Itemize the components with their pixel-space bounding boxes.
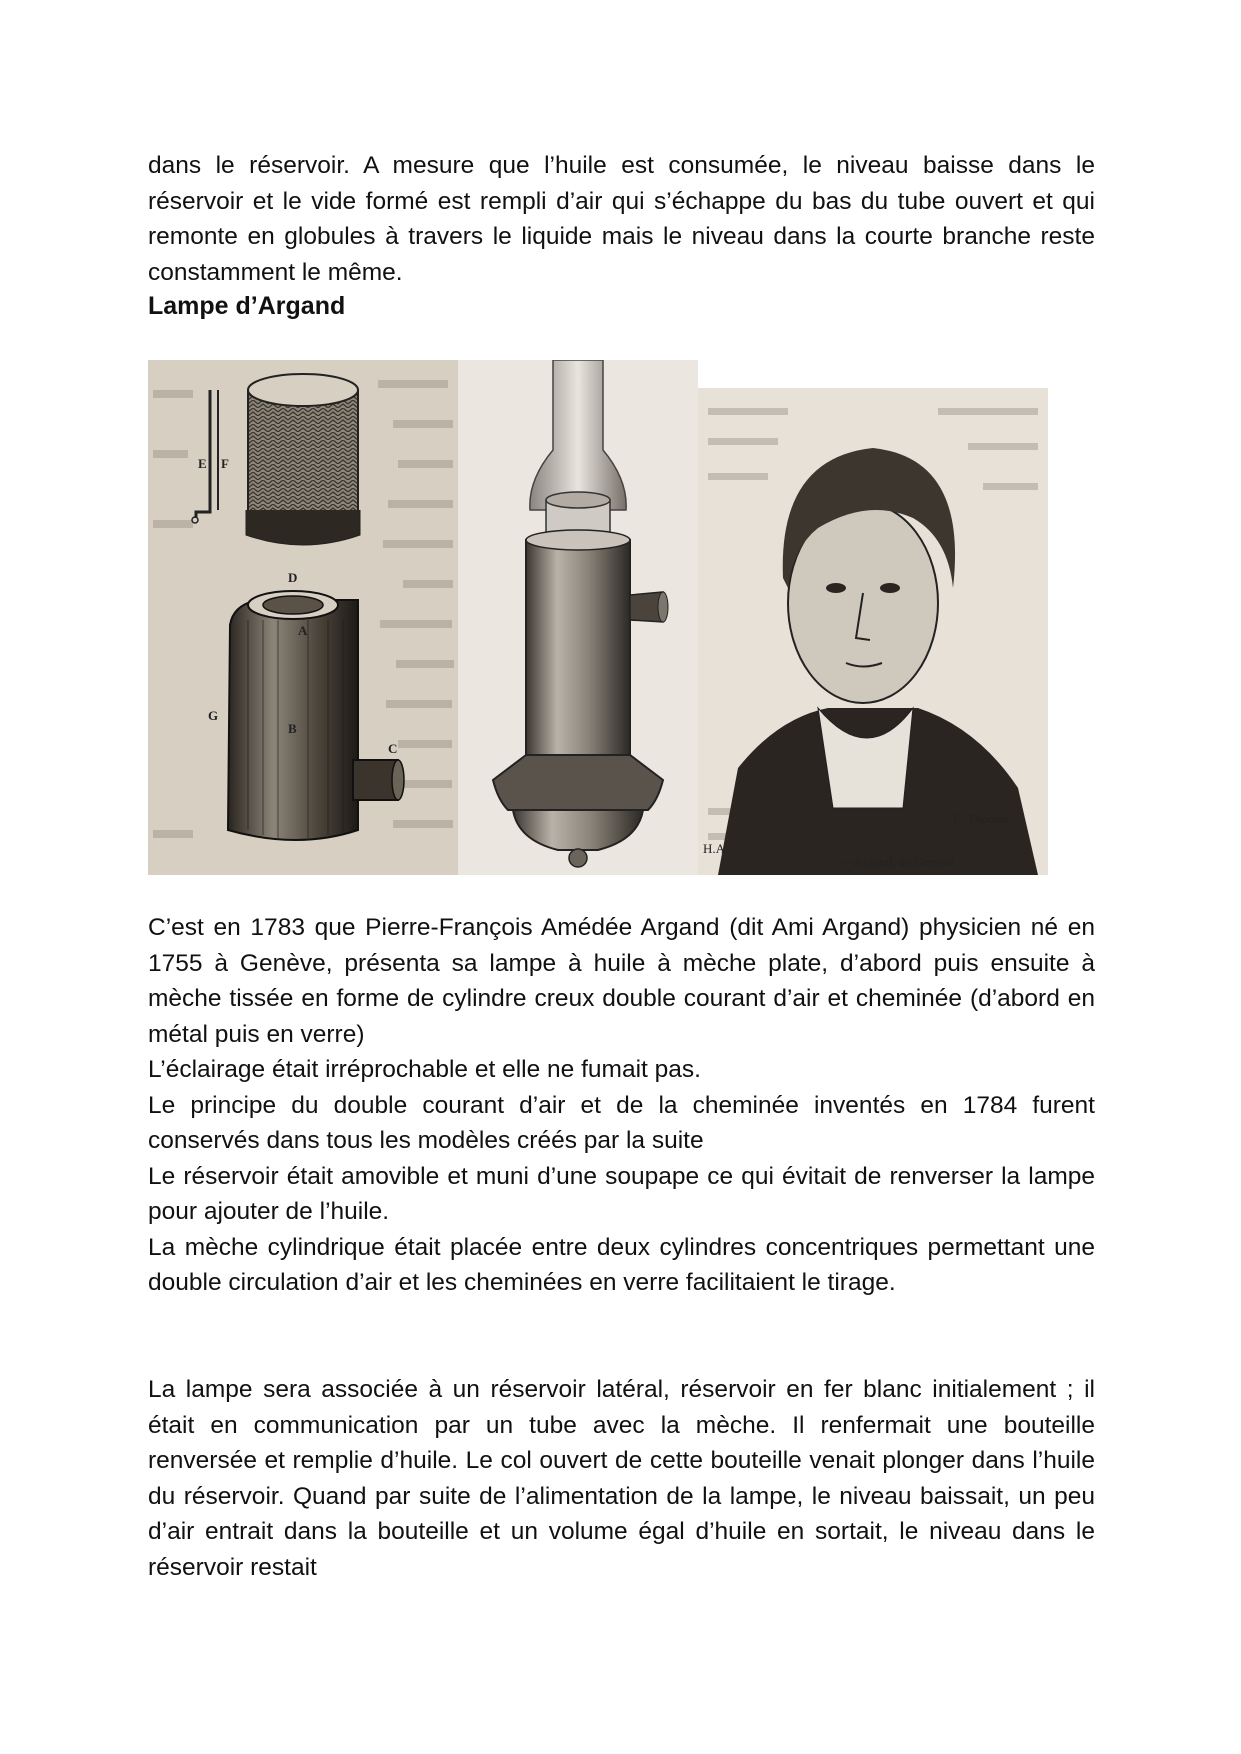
body-paragraph: Le principe du double courant d’air et de la cheminée inventés en 1784 furent conservés dans tous les modèles créés par la suite <box>148 1091 1095 1154</box>
main-body-block <box>148 910 1095 1301</box>
section-heading: Lampe d’Argand <box>148 292 346 320</box>
argand-lamp-drawing <box>458 360 698 875</box>
intro-paragraph: dans le réservoir. A mesure que l’huile est consumée, le niveau baisse dans le réservoir et le vide formé est rempli d’air qui s’échappe du bas du tube ouvert et qui remonte en globules à travers le liquide mais le niveau dans la courte branche reste constamment le même. <box>148 152 1095 286</box>
argand-portrait-drawing <box>698 388 1048 875</box>
burner-components-engraving <box>148 360 458 875</box>
label-d: D <box>288 570 298 585</box>
body-paragraph: C’est en 1783 que Pierre-François Amédée Argand (dit Ami Argand) physicien né en 1755 à Genève, présenta sa lampe à huile à mèche plate, d’abord puis ensuite à mèche tissée en forme de cylindre creux double courant d’air et cheminée (d’abord en métal puis en verre) <box>148 914 1095 1048</box>
final-paragraph-block <box>148 1372 1095 1585</box>
label-f: F <box>221 456 229 471</box>
burner-components-drawing <box>148 360 458 875</box>
portrait-caption: — Argand, de Genève. <box>838 854 958 869</box>
intro-paragraph-block <box>148 148 1095 290</box>
figure-group <box>148 360 1048 875</box>
label-b: B <box>288 721 297 736</box>
label-c: C <box>388 741 398 756</box>
label-a: A <box>298 623 308 638</box>
body-paragraph: L’éclairage était irréprochable et elle ne fumait pas. <box>148 1056 701 1083</box>
final-paragraph: La lampe sera associée à un réservoir latéral, réservoir en fer blanc initialement ; il était en communication par un tube avec la mèche. Il renfermait une bouteille renversée et remplie d’huile. Le col ouvert de cette bouteille venait plonger dans l’huile du réservoir. Quand par suite de l’alimentation de la lampe, le niveau baissait, un peu d’air entrait dans la bouteille et un volume égal d’huile en sortait, le niveau dans le réservoir restait <box>148 1376 1095 1581</box>
body-paragraph: La mèche cylindrique était placée entre deux cylindres concentriques permettant une double circulation d’air et les cheminées en verre facilitaient le tirage. <box>148 1233 1095 1296</box>
argand-portrait-engraving <box>698 388 1048 875</box>
label-e: E <box>198 456 207 471</box>
argand-lamp-engraving <box>458 360 698 875</box>
label-g: G <box>208 708 219 723</box>
body-paragraph: Le réservoir était amovible et muni d’une soupape ce qui évitait de renverser la lampe pour ajouter de l’huile. <box>148 1162 1095 1225</box>
engraver-signature: E. Thomas <box>953 811 1009 826</box>
artist-initials: H.A. <box>703 841 729 856</box>
